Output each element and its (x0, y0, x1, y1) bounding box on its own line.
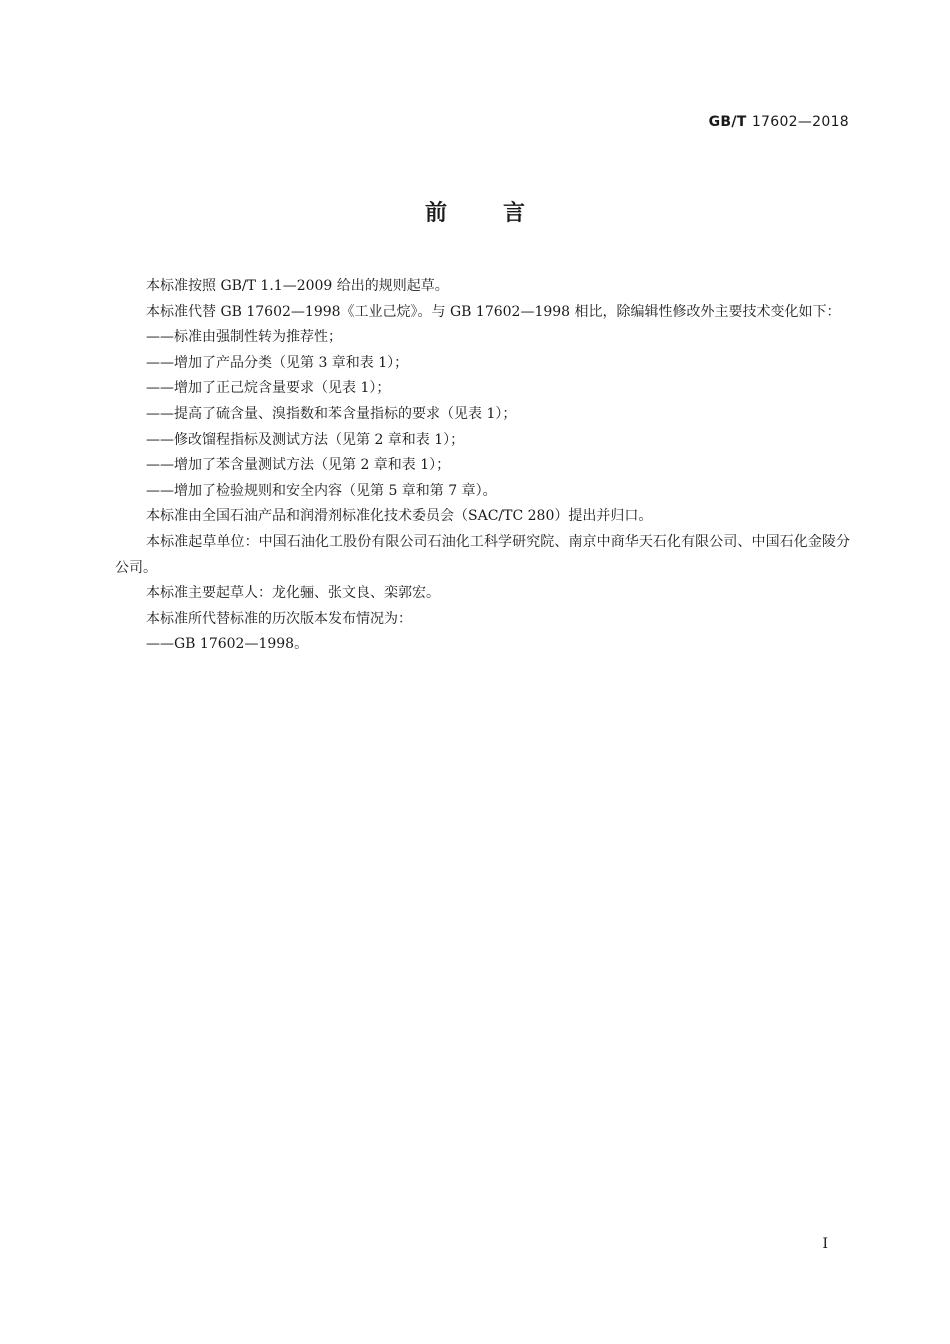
change-item: ——增加了苯含量测试方法（见第 2 章和表 1）； (146, 457, 451, 474)
paragraph-drafting-units: 本标准起草单位：中国石油化工股份有限公司石油化工科学研究院、南京中商华天石化有限公司、中国石化金陵分公司。 (115, 533, 850, 576)
previous-edition-item: ——GB 17602—1998。 (146, 636, 309, 653)
change-item: ——增加了正己烷含量要求（见表 1）； (146, 380, 391, 397)
paragraph-drafting-rules: 本标准按照 GB/T 1.1—2009 给出的规则起草。 (146, 278, 449, 294)
paragraph-previous-editions: 本标准所代替标准的历次版本发布情况为： (146, 610, 412, 627)
document-code (709, 114, 849, 130)
paragraph-proposer: 本标准由全国石油产品和润滑剂标准化技术委员会（SAC/TC 280）提出并归口。 (146, 508, 653, 525)
document-code-number: 17602—2018 (751, 114, 849, 130)
paragraph-drafters: 本标准主要起草人：龙化骊、张文良、栾郭宏。 (146, 585, 440, 602)
change-item: ——增加了产品分类（见第 3 章和表 1）； (146, 354, 409, 371)
page-number: I (822, 1236, 828, 1252)
foreword-body (115, 274, 850, 658)
document-code-prefix: GB/T (708, 114, 747, 130)
paragraph-replacement: 本标准代替 GB 17602—1998《工业己烷》。与 GB 17602—1998 相比，除编辑性修改外主要技术变化如下： (146, 303, 841, 320)
page-title: 前言 (424, 201, 581, 226)
change-item: ——修改馏程指标及测试方法（见第 2 章和表 1）； (146, 431, 465, 448)
change-item: ——增加了检验规则和安全内容（见第 5 章和第 7 章）。 (146, 482, 497, 499)
change-item: ——提高了硫含量、溴指数和苯含量指标的要求（见表 1）； (146, 405, 517, 422)
change-item: ——标准由强制性转为推荐性； (146, 329, 342, 346)
